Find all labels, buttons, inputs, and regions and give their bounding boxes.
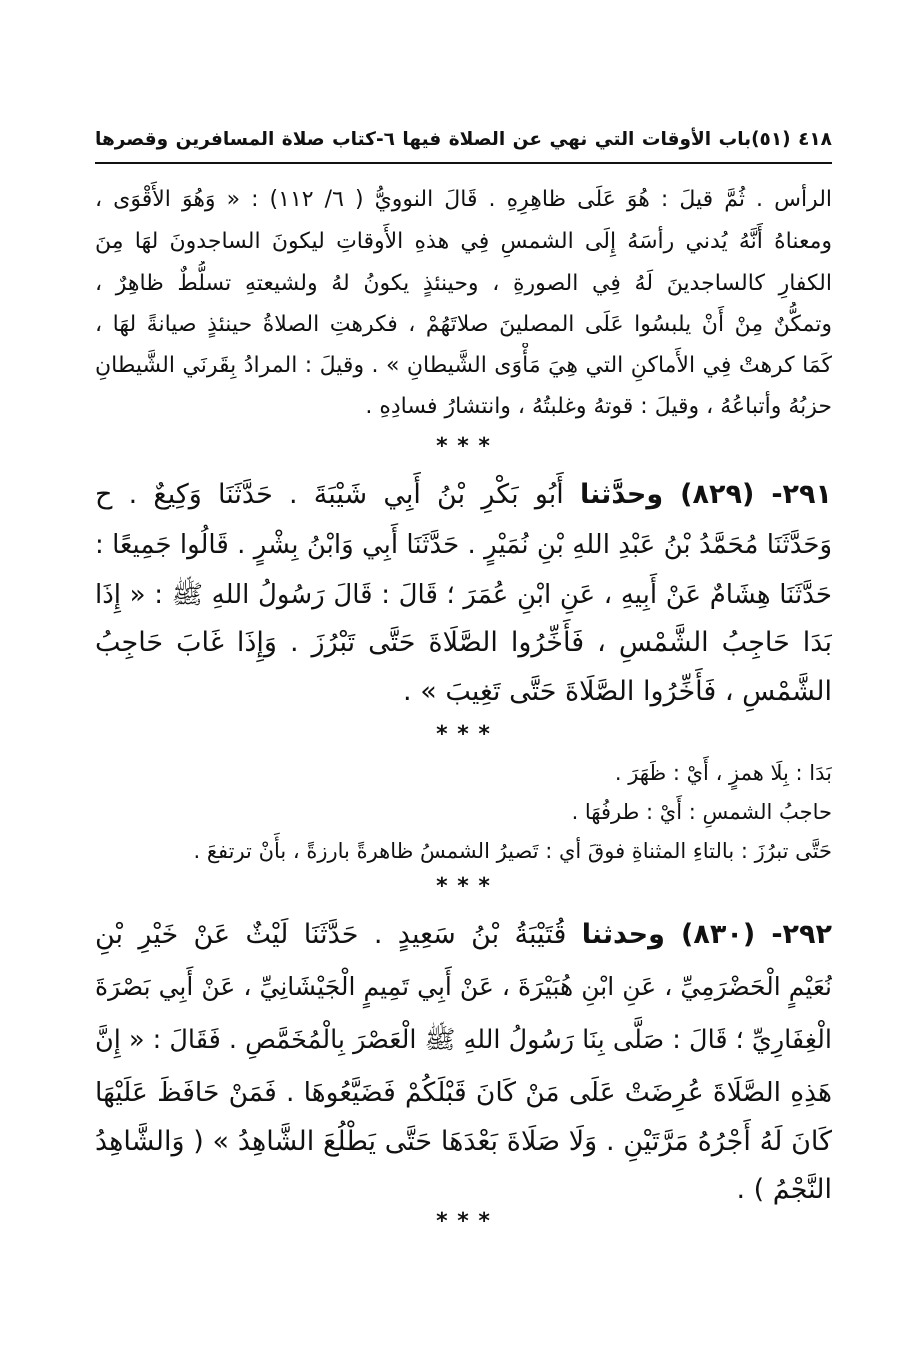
note-line: بَدَا : بِلَا همزٍ ، أَيْ : ظَهَرَ . bbox=[614, 761, 832, 785]
hadith-line: بَدَا حَاجِبُ الشَّمْسِ ، فَأَخِّرُوا الصَّلَاةَ حَتَّى تَبْرُزَ . وَإِذَا غَابَ حَاجِبُ bbox=[95, 627, 832, 658]
hadith-line: هَذِهِ الصَّلَاةَ عُرِضَتْ عَلَى مَنْ كَانَ قَبْلَكُمْ فَضَيَّعُوهَا . فَمَنْ حَافَظَ عَلَيْهَا bbox=[95, 1077, 832, 1108]
hadith-number: ٢٩٢- (٨٣٠) وحدثنا bbox=[581, 919, 832, 950]
hadith-number: ٢٩١- (٨٢٩) وحدَّثنا bbox=[580, 479, 832, 510]
hadith-line: نُعَيْمٍ الْحَضْرَمِيِّ ، عَنِ ابْنِ هُبَيْرَةَ ، عَنْ أَبِي تَمِيمٍ الْجَيْشَانِيِّ ، عَنْ أَبِي بَصْرَةَ bbox=[95, 972, 832, 1001]
commentary-line: حزبُهُ وأتباعُهُ ، وقيلَ : قوتهُ وغلبتُهُ ، وانتشارُ فسادِهِ . bbox=[365, 394, 832, 419]
note-line: حَتَّى تبرُزَ : بالتاءِ المثناةِ فوقَ أي : تَصيرُ الشمسُ ظاهرةً بارزةً ، بأَنْ ترتفعَ . bbox=[193, 839, 832, 863]
commentary-line: وتمكُّنٌ مِنْ أَنْ يلبسُوا عَلَى المصلينَ صلاتَهُمْ ، فكرهتِ الصلاةُ حينئذٍ صيانةً لهَا ، bbox=[95, 312, 832, 337]
hadith-line: حَدَّثَنَا هِشَامٌ عَنْ أَبِيهِ ، عَنِ ابْنِ عُمَرَ ؛ قَالَ : قَالَ رَسُولُ اللهِ ﷺ : « إِذَا bbox=[95, 580, 832, 610]
separator-stars: * * * bbox=[436, 722, 491, 747]
hadith-line: وَحَدَّثَنَا مُحَمَّدُ بْنُ عَبْدِ اللهِ بْنِ نُمَيْرٍ . حَدَّثَنَا أَبِي وَابْنُ بِشْرٍ . قَالُوا جَمِيعًا : bbox=[95, 530, 832, 560]
page-number: ٤١٨ bbox=[798, 129, 832, 150]
separator-stars: * * * bbox=[436, 874, 491, 899]
commentary-line: الرأس . ثُمَّ قيلَ : هُوَ عَلَى ظاهِرِهِ . قَالَ النوويُّ ( ٦/ ١١٢) : « وَهُوَ الأَقْوَى ، bbox=[95, 187, 832, 212]
hadith-line: كَانَ لَهُ أَجْرُهُ مَرَّتَيْنِ . وَلَا صَلَاةَ بَعْدَهَا حَتَّى يَطْلُعَ الشَّاهِدُ » ( وَالشَّاهِدُ bbox=[95, 1126, 832, 1157]
running-header bbox=[95, 118, 832, 162]
header-rule bbox=[95, 162, 832, 164]
separator-stars: * * * bbox=[436, 434, 491, 459]
commentary-line: الكفارِ كالساجدينَ لَهُ فِي الصورةِ ، وحينئذٍ يكونُ لهُ ولشيعتهِ تسلُّطٌ ظاهِرٌ ، bbox=[95, 271, 832, 296]
commentary-line: ومعناهُ أَنَّهُ يُدني رأسَهُ إِلَى الشمسِ فِي هذهِ الأَوقاتِ ليكونَ الساجدونَ لهَا مِنَ bbox=[95, 229, 832, 254]
chapter-title: (٥١)باب الأوقات التي نهي عن الصلاة فيها bbox=[402, 129, 791, 150]
hadith-line bbox=[95, 910, 832, 960]
note-line: حاجبُ الشمسِ : أَيْ : طرفُهَا . bbox=[571, 800, 832, 824]
hadith-line: الْغِفَارِيِّ ؛ قَالَ : صَلَّى بِنَا رَسُولُ اللهِ ﷺ الْعَصْرَ بِالْمُخَمَّصِ . فَقَالَ : « إِنَّ bbox=[95, 1025, 832, 1055]
hadith-line: النَّجْمُ ) . bbox=[736, 1174, 832, 1205]
hadith-line: الشَّمْسِ ، فَأَخِّرُوا الصَّلَاةَ حَتَّى تَغِيبَ » . bbox=[403, 676, 832, 707]
separator-stars: * * * bbox=[436, 1209, 491, 1234]
book-title: ٦-كتاب صلاة المسافرين وقصرها bbox=[95, 129, 395, 150]
hadith-text: قُتَيْبَةُ بْنُ سَعِيدٍ . حَدَّثَنَا لَيْثٌ عَنْ خَيْرِ بْنِ bbox=[95, 919, 567, 950]
commentary-line: كَمَا كرهتْ فِي الأَماكنِ التي هِيَ مَأْوَى الشَّيطانِ » . وقيلَ : المرادُ بِقَرنَي الشَّيطانِ bbox=[95, 353, 832, 378]
hadith-text: أَبُو بَكْرِ بْنُ أَبِي شَيْبَةَ . حَدَّثَنَا وَكِيعٌ . ح bbox=[95, 479, 564, 510]
hadith-line bbox=[95, 470, 832, 520]
